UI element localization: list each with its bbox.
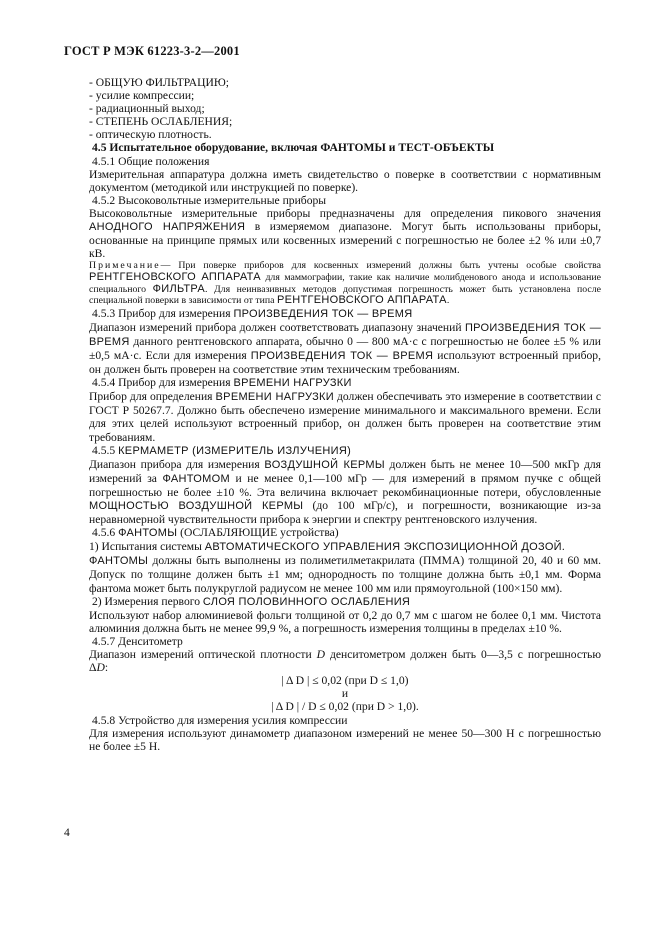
term: ПРОИЗВЕДЕНИЯ ТОК — ВРЕМЯ <box>233 307 413 320</box>
list-item: - радиационный выход; <box>89 102 205 116</box>
variable: D <box>316 648 326 662</box>
section-4-5-6-phantoms-text <box>89 554 601 594</box>
text-run: данного рентгеновского аппарата, обычно 0 — 800 мА·с с погрешностью не более ±5 % или ±0,5 мА·с. Если для измерения <box>89 334 601 362</box>
term: ВРЕМЕНИ НАГРУЗКИ <box>233 377 352 390</box>
term: РЕНТГЕНОВСКОГО АППАРАТА <box>89 270 261 283</box>
term: КЕРМАМЕТР (ИЗМЕРИТЕЛЬ ИЗЛУЧЕНИЯ) <box>118 444 352 457</box>
term: ПРОИЗВЕДЕНИЯ ТОК — ВРЕМЯ <box>250 349 434 362</box>
note-paragraph <box>89 260 601 306</box>
text-run: 4.5.4 Прибор для измерения <box>92 376 234 390</box>
note-label: Примечание <box>89 260 161 272</box>
text-run: Диапазон измерений оптической плотности <box>89 648 317 662</box>
section-4-5-4-title <box>89 376 601 390</box>
text-run: Прибор для определения <box>89 390 216 404</box>
section-4-5-3-title <box>89 307 601 321</box>
section-4-5-4-text <box>89 390 601 443</box>
list-item: - ОБЩУЮ ФИЛЬТРАЦИЮ; <box>89 76 229 89</box>
text-run: должен обеспечивать это измерение в соответствии с ГОСТ Р 50267.7. Должно быть обеспечено измерение минимального и максимального времени. Если для этих целей используют встроенный прибор, он должен быть проверен на соответствие этим требованиям. <box>89 390 601 444</box>
text-run: для маммографии, такие как наличие молибденового анода и использование специального <box>89 271 601 295</box>
term: ФАНТОМОМ <box>162 472 230 485</box>
section-4-5-1-title: 4.5.1 Общие положения <box>92 154 210 168</box>
section-4-5-7-text <box>89 648 601 674</box>
section-4-5-2-text <box>89 207 601 260</box>
text-run: денситометром должен быть 0—3,5 с погрешностью Δ <box>89 648 601 675</box>
section-4-5-6-title <box>89 526 601 540</box>
list-item: - оптическую плотность. <box>89 128 212 142</box>
text-run: 1) Испытания системы <box>89 540 205 554</box>
section-4-5-8-title: 4.5.8 Устройство для измерения усилия компрессии <box>92 713 348 727</box>
section-4-5-6-item-2 <box>89 595 601 609</box>
term: МОЩНОСТЬЮ ВОЗДУШНОЙ КЕРМЫ <box>89 500 304 512</box>
document-header: ГОСТ Р МЭК 61223-3-2—2001 <box>64 44 240 58</box>
formula-1: | Δ D | ≤ 0,02 (при D ≤ 1,0) <box>281 674 409 688</box>
section-4-5-6-foil-text: Используют набор алюминиевой фольги толщиной от 0,2 до 0,7 мм с шагом не более 0,1 мм. Чистота алюминия должна быть не менее 99,9 %, а погрешность измерения толщины в пределах ±10 %. <box>89 608 601 635</box>
term: ВРЕМЕНИ НАГРУЗКИ <box>215 391 334 404</box>
term: ФАНТОМЫ <box>118 527 178 540</box>
term: ПРОИЗВЕДЕНИЯ ТОК — ВРЕМЯ <box>89 321 601 348</box>
text-run: Диапазон прибора для измерения <box>89 457 265 471</box>
text-run: (ОСЛАБЛЯЮЩИЕ устройства) <box>177 526 339 540</box>
text-run: в измеряемом диапазоне. Могут быть использованы приборы, основанные на принципе прямых или косвенных измерений с погрешностью не более ±2 % или ±0,7 кВ. <box>89 220 601 261</box>
term: АНОДНОГО НАПРЯЖЕНИЯ <box>89 221 246 234</box>
formula-conjunction: и <box>341 687 349 701</box>
text-run: 2) Измерения первого <box>92 594 203 608</box>
text-run: и не менее 0,1—100 мГр — для измерений в прямом пучке с общей погрешностью не более ±10 %. Эта величина включает рекомбинационные потери, обусловленные <box>89 471 601 499</box>
formula-2: | Δ D | / D ≤ 0,02 (при D > 1,0). <box>271 700 419 714</box>
term: ФИЛЬТРА <box>152 282 205 295</box>
term: ВОЗДУШНОЙ КЕРМЫ <box>264 458 385 471</box>
variable: D <box>96 661 105 675</box>
text-run: — При поверке приборов для косвенных измерений должны быть учтены особые свойства <box>160 260 601 272</box>
text-run: 4.5.6 <box>92 526 119 540</box>
term: РЕНТГЕНОВСКОГО АППАРАТА <box>276 294 447 307</box>
text-run: : <box>104 661 109 675</box>
page-content <box>89 76 601 753</box>
section-4-5-2-title: 4.5.2 Высоковольтные измерительные приборы <box>92 193 327 207</box>
section-4-5-6-item-1 <box>89 540 601 554</box>
text-run: (до 100 мГр/с), и погрешности, возникающие из-за неравномерной чувствительности прибора к энергии и спектру рентгеновского излучения. <box>89 499 602 527</box>
text-run: 4.5.5 <box>92 443 119 457</box>
section-4-5-5-text <box>89 458 601 526</box>
list-item: - СТЕПЕНЬ ОСЛАБЛЕНИЯ; <box>89 115 233 129</box>
page-number: 4 <box>64 826 70 839</box>
text-run: должен быть не менее 10—500 мкГр для измерений за <box>89 457 601 485</box>
text-run: используют встроенный прибор, он должен быть проверен на соответствие этим техническим требованиям. <box>89 348 601 377</box>
text-run: Высоковольтные измерительные приборы предназначены для определения пикового значения <box>89 206 601 220</box>
text-run: . Для неинвазивных методов допустимая погрешность может быть установлена после специальной поверки в зависимости от типа <box>89 283 602 307</box>
section-4-5-7-title: 4.5.7 Денситометр <box>92 634 183 648</box>
section-4-5-1-text: Измерительная аппаратура должна иметь свидетельство о поверке в соответствии с нормативным документом (методикой или инструкцией по поверке). <box>89 167 601 194</box>
section-4-5-3-text <box>89 321 601 376</box>
text-run: 4.5.3 Прибор для измерения <box>92 306 234 320</box>
text-run: должны быть выполнены из полиметилметакрилата (ПММА) толщиной 20, 40 и 60 мм. Допуск по толщине должен быть ±1 мм; однородность по толщине должна быть ±0,1 мм. Форма фантома может быть полукруглой радиусом не менее 100 мм или прямоугольной (100×150 мм). <box>89 554 601 595</box>
term: ФАНТОМЫ <box>89 555 149 568</box>
list-item: - усилие компрессии; <box>89 89 195 103</box>
term: СЛОЯ ПОЛОВИННОГО ОСЛАБЛЕНИЯ <box>202 595 411 608</box>
section-4-5-5-title <box>89 444 601 458</box>
text-run: . <box>446 295 450 307</box>
text-run: Диапазон измерений прибора должен соответствовать диапазону значений <box>89 320 465 334</box>
text-run: . <box>561 540 565 554</box>
term: АВТОМАТИЧЕСКОГО УПРАВЛЕНИЯ ЭКСПОЗИЦИОННОЙ ДОЗОЙ <box>204 541 562 554</box>
section-4-5-heading: 4.5 Испытательное оборудование, включая ФАНТОМЫ и ТЕСТ-ОБЪЕКТЫ <box>92 141 495 155</box>
section-4-5-8-text: Для измерения используют динамометр диапазоном измерений не менее 50—300 Н с погрешностью не более ±5 Н. <box>89 726 601 753</box>
